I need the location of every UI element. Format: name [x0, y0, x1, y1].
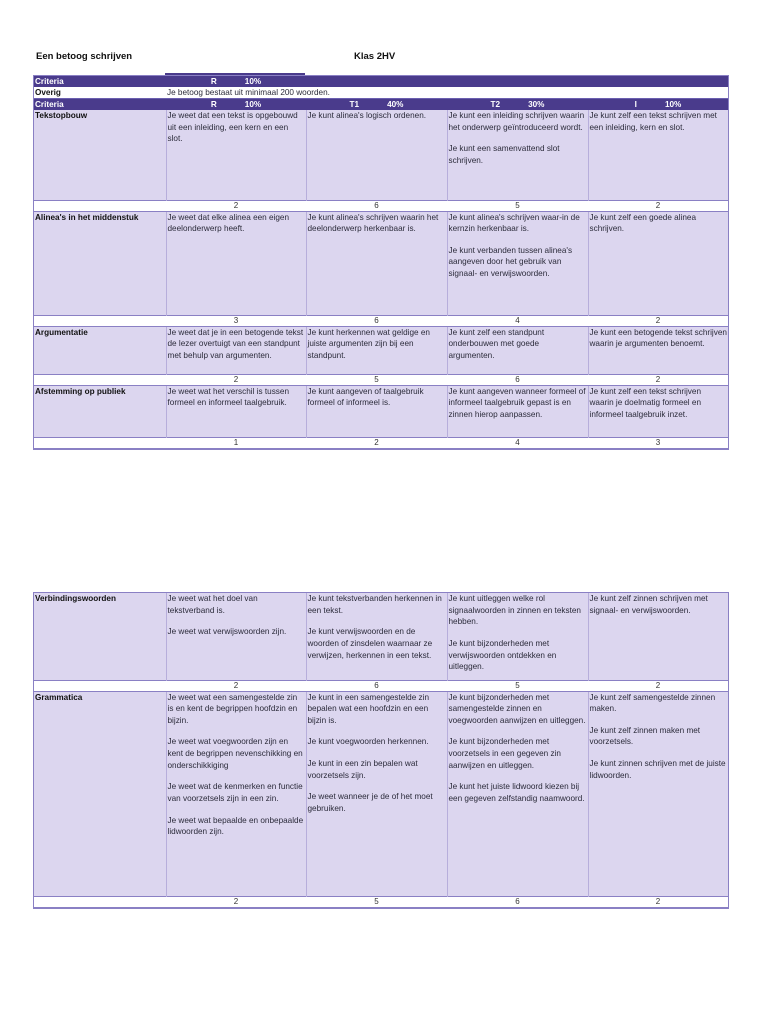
descriptor-cell: [588, 593, 728, 680]
score-cell: 2: [588, 680, 728, 691]
descriptor-text: Je kunt zelf een tekst schrijven met een inleiding, kern en slot.: [589, 111, 717, 132]
score-row-spacer: [34, 200, 166, 211]
descriptor-cell: [166, 691, 306, 896]
descriptor-text: Je kunt alinea's schrijven waarin het deelonderwerp herkenbaar is.: [307, 212, 439, 234]
descriptor-cell: [306, 326, 447, 374]
descriptor-text: Je kunt tekstverbanden herkennen in een tekst.: [307, 594, 442, 615]
score-cell: 3: [588, 437, 728, 448]
overig-label: Overig: [34, 87, 166, 99]
score-row: [34, 437, 728, 448]
descriptor-cell: [588, 691, 728, 896]
descriptor-cell: [306, 385, 447, 437]
score-cell: 4: [447, 315, 588, 326]
criterion-label: Verbindingswoorden: [34, 593, 166, 680]
overig-row: [34, 87, 728, 99]
descriptor-text: Je kunt in een zin bepalen wat voorzetsels zijn.: [307, 759, 418, 780]
level-header-i: I 10%: [588, 99, 728, 111]
score-cell: 2: [588, 896, 728, 907]
descriptor-text: Je kunt een inleiding schrijven waarin het onderwerp geïntroduceerd wordt.: [448, 111, 585, 132]
score-cell: 5: [447, 680, 588, 691]
descriptor-text: Je weet dat elke alinea een eigen deelonderwerp heeft.: [167, 212, 290, 234]
descriptor-text: Je kunt bijzonderheden met voorzetsels in een gegeven zin aanwijzen en uitleggen.: [448, 737, 561, 770]
score-row-spacer: [34, 437, 166, 448]
rubric-table-1: [34, 76, 728, 449]
descriptor-text: Je kunt zelf een standpunt onderbouwen met goede argumenten.: [448, 327, 545, 360]
descriptor-text: Je weet wat de kenmerken en functie van voorzetsels zijn in een zin.: [167, 782, 303, 803]
descriptor-cell: [166, 110, 306, 200]
document-title: Een betoog schrijven: [36, 51, 133, 62]
score-row: [34, 896, 728, 907]
descriptor-text: Je kunt alinea's schrijven waar-in de kernzin herkenbaar is.: [448, 212, 580, 234]
descriptor-cell: [306, 110, 447, 200]
score-cell: 2: [306, 437, 447, 448]
descriptor-cell: [166, 593, 306, 680]
score-cell: 2: [588, 315, 728, 326]
descriptor-text: Je weet wat verwijswoorden zijn.: [167, 627, 287, 637]
score-cell: 3: [166, 315, 306, 326]
score-cell: 2: [588, 374, 728, 385]
score-cell: 5: [306, 374, 447, 385]
criterion-label: Alinea's in het middenstuk: [34, 211, 166, 315]
descriptor-text: Je kunt zinnen schrijven met de juiste lidwoorden.: [589, 759, 726, 780]
descriptor-text: Je kunt voegwoorden herkennen.: [307, 737, 429, 747]
score-row-spacer: [34, 896, 166, 907]
criteria-header-label: Criteria: [34, 76, 166, 87]
descriptor-cell: [447, 691, 588, 896]
score-row-spacer: [34, 315, 166, 326]
descriptor-cell: [166, 326, 306, 374]
descriptor-text: Je weet dat een tekst is opgebouwd uit een inleiding, een kern en een slot.: [167, 111, 298, 144]
criterion-label: Tekstopbouw: [34, 110, 166, 200]
header-accent-bar: [165, 73, 305, 75]
score-cell: 6: [447, 374, 588, 385]
criterion-row: [34, 593, 728, 680]
level-header-t1: T1 40%: [306, 99, 447, 111]
descriptor-text: Je kunt alinea's logisch ordenen.: [307, 111, 427, 120]
criteria-header-level: R 10%: [166, 76, 306, 87]
descriptor-text: Je kunt uitleggen welke rol signaalwoorden in zinnen en teksten hebben.: [448, 594, 581, 627]
descriptor-text: Je kunt een betogende tekst schrijven waarin je argumenten benoemt.: [589, 327, 727, 349]
descriptor-text: Je weet wat het doel van tekstverband is.: [167, 594, 258, 615]
descriptor-text: Je kunt bijzonderheden met samengestelde zinnen en voegwoorden aanwijzen en uitleggen.: [448, 692, 586, 725]
descriptor-text: Je kunt aangeven of taalgebruik formeel of informeel is.: [307, 386, 424, 408]
descriptor-cell: [588, 211, 728, 315]
criterion-label: Afstemming op publiek: [34, 385, 166, 437]
descriptor-cell: [588, 110, 728, 200]
score-cell: 5: [447, 200, 588, 211]
descriptor-text: Je kunt het juiste lidwoord kiezen bij een gegeven zelfstandig naamwoord.: [448, 782, 585, 803]
descriptor-cell: [447, 326, 588, 374]
score-cell: 2: [166, 200, 306, 211]
descriptor-text: Je weet wat een samengestelde zin is en kent de begrippen hoofdzin en bijzin.: [167, 692, 298, 725]
score-cell: 5: [306, 896, 447, 907]
descriptor-cell: [306, 211, 447, 315]
descriptor-cell: [447, 110, 588, 200]
score-cell: 1: [166, 437, 306, 448]
descriptor-cell: [588, 326, 728, 374]
descriptor-text: Je kunt zelf een tekst schrijven waarin je doelmatig formeel en informeel taalgebruik inzet.: [589, 386, 701, 419]
descriptor-cell: [447, 385, 588, 437]
score-cell: 6: [447, 896, 588, 907]
descriptor-cell: [588, 385, 728, 437]
overig-text: Je betoog bestaat uit minimaal 200 woorden.: [166, 87, 728, 99]
descriptor-text: Je kunt verwijswoorden en de woorden of zinsdelen waarnaar ze verwijzen, herkennen in een tekst.: [307, 627, 433, 660]
levels-header-label: Criteria: [34, 99, 166, 111]
criteria-header-row: [34, 76, 728, 87]
score-cell: 2: [588, 200, 728, 211]
class-label: Klas 2HV: [354, 51, 396, 62]
descriptor-cell: [166, 211, 306, 315]
descriptor-cell: [306, 691, 447, 896]
descriptor-cell: [447, 593, 588, 680]
descriptor-text: Je kunt verbanden tussen alinea's aangeven door het gebruik van signaal- en verwijswoorden.: [448, 245, 573, 279]
level-header-t2: T2 30%: [447, 99, 588, 111]
score-cell: 6: [306, 315, 447, 326]
descriptor-text: Je kunt zelf zinnen maken met voorzetsels.: [589, 725, 701, 747]
score-row-spacer: [34, 374, 166, 385]
descriptor-text: Je kunt herkennen wat geldige en juiste argumenten zijn bij een standpunt.: [307, 327, 430, 360]
score-cell: 2: [166, 896, 306, 907]
score-row: [34, 315, 728, 326]
score-cell: 6: [306, 200, 447, 211]
descriptor-text: Je kunt aangeven wanneer formeel of informeel taalgebruik gepast is en zinnen hierop aanpassen.: [448, 386, 586, 419]
descriptor-text: Je weet wanneer je de of het moet gebruiken.: [307, 792, 433, 813]
score-row-spacer: [34, 680, 166, 691]
descriptor-text: Je kunt zelf zinnen schrijven met signaal- en verwijswoorden.: [589, 594, 708, 615]
score-row: [34, 374, 728, 385]
descriptor-cell: [447, 211, 588, 315]
descriptor-text: Je weet wat het verschil is tussen formeel en informeel taalgebruik.: [167, 386, 290, 408]
descriptor-text: Je kunt bijzonderheden met verwijswoorden ontdekken en uitleggen.: [448, 638, 557, 672]
criterion-label: Argumentatie: [34, 326, 166, 374]
score-cell: 4: [447, 437, 588, 448]
score-row: [34, 200, 728, 211]
descriptor-text: Je kunt zelf samengestelde zinnen maken.: [589, 692, 716, 714]
descriptor-cell: [306, 593, 447, 680]
level-header-r: R 10%: [166, 99, 306, 111]
rubric-table-2: [34, 593, 728, 908]
descriptor-text: Je weet wat voegwoorden zijn en kent de begrippen nevenschikking en onderschikkiging: [167, 737, 303, 770]
criterion-label: Grammatica: [34, 691, 166, 896]
descriptor-text: Je weet wat bepaalde en onbepaalde lidwoorden zijn.: [167, 815, 304, 837]
score-cell: 2: [166, 680, 306, 691]
score-row: [34, 680, 728, 691]
criterion-row: [34, 691, 728, 896]
descriptor-cell: [166, 385, 306, 437]
criterion-row: [34, 385, 728, 437]
criterion-row: [34, 110, 728, 200]
descriptor-text: Je kunt zelf een goede alinea schrijven.: [589, 212, 697, 234]
levels-header-row: [34, 99, 728, 111]
descriptor-text: Je kunt in een samengestelde zin bepalen wat een hoofdzin en een bijzin is.: [307, 692, 430, 725]
criterion-row: [34, 326, 728, 374]
descriptor-text: Je kunt een samenvattend slot schrijven.: [448, 144, 560, 165]
score-cell: 2: [166, 374, 306, 385]
descriptor-text: Je weet dat je in een betogende tekst de lezer overtuigt van een standpunt met behulp van argumenten.: [167, 327, 304, 360]
score-cell: 6: [306, 680, 447, 691]
criterion-row: [34, 211, 728, 315]
